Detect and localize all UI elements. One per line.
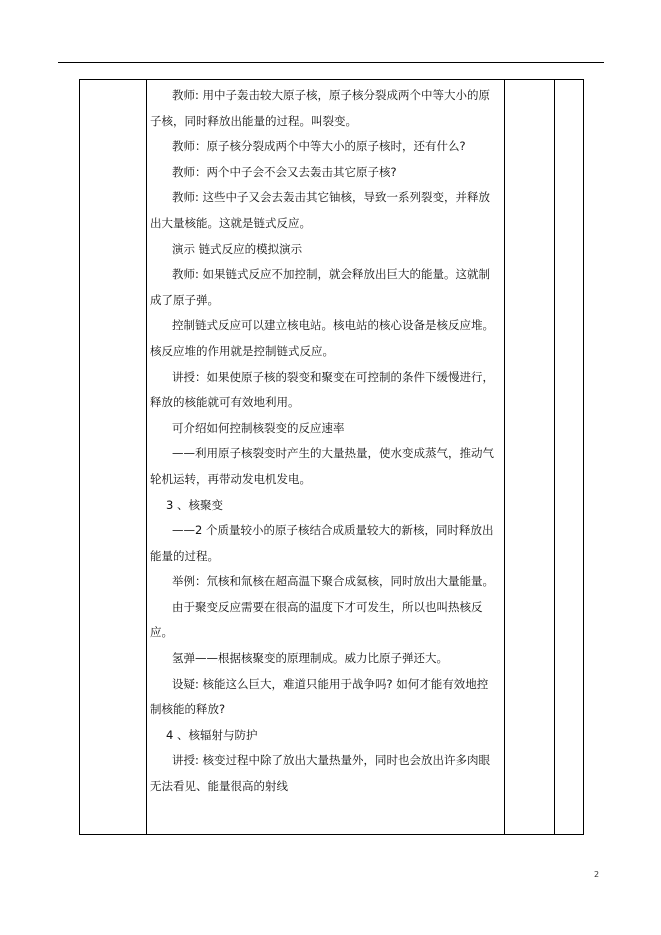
paragraph: 教师: 这些中子又会去轰击其它铀核，导致一系列裂变，并释放出大量核能。这就是链式反应。 (150, 190, 491, 230)
paragraph: 举例：氘核和氚核在超高温下聚合成氦核，同时放出大量能量。 (172, 574, 494, 589)
paragraph: ——利用原子核裂变时产生的大量热量，使水变成蒸气，推动气轮机运转，再带动发电机发电。 (150, 446, 494, 486)
paragraph: 控制链式反应可以建立核电站。核电站的核心设备是核反应堆。核反应堆的作用就是控制链式反应。 (150, 318, 494, 358)
page-number: 2 (594, 870, 600, 879)
paragraph: ——2 个质量较小的原子核结合成质量较大的新核，同时释放出能量的过程。 (150, 523, 494, 563)
paragraph: 演示 链式反应的模拟演示 (172, 241, 303, 256)
section-heading: 4 、核辐射与防护 (166, 727, 258, 742)
header-rule (58, 62, 604, 63)
column-divider-1 (146, 80, 147, 834)
paragraph: 设疑: 核能这么巨大，难道只能用于战争吗? 如何才能有效地控制核能的释放? (150, 676, 489, 717)
column-divider-3 (554, 80, 555, 834)
paragraph: 教师：原子核分裂成两个中等大小的原子核时，还有什么? (172, 139, 466, 154)
paragraph: 由于聚变反应需要在很高的温度下才可发生，所以也叫热核反应。 (150, 599, 483, 640)
paragraph: 教师: 用中子轰击较大原子核，原子核分裂成两个中等大小的原子核，同时释放出能量的过程。叫裂变。 (150, 88, 491, 128)
paragraph: 讲授: 核变过程中除了放出大量热量外，同时也会放出许多肉眼无法看见、能量很高的射线 (150, 753, 491, 794)
section-heading: 3 、核聚变 (166, 497, 223, 512)
paragraph: 可介绍如何控制核裂变的反应速率 (172, 420, 345, 435)
paragraph: 氢弹——根据核聚变的原理制成。威力比原子弹还大。 (172, 651, 448, 666)
paragraph: 教师：两个中子会不会又去轰击其它原子核? (172, 164, 397, 179)
lesson-content (150, 83, 496, 800)
paragraph: 教师: 如果链式反应不加控制，就会释放出巨大的能量。这就制成了原子弹。 (150, 267, 491, 307)
paragraph: 讲授：如果使原子核的裂变和聚变在可控制的条件下缓慢进行，释放的核能就可有效地利用。 (150, 369, 494, 410)
column-divider-2 (504, 80, 505, 834)
